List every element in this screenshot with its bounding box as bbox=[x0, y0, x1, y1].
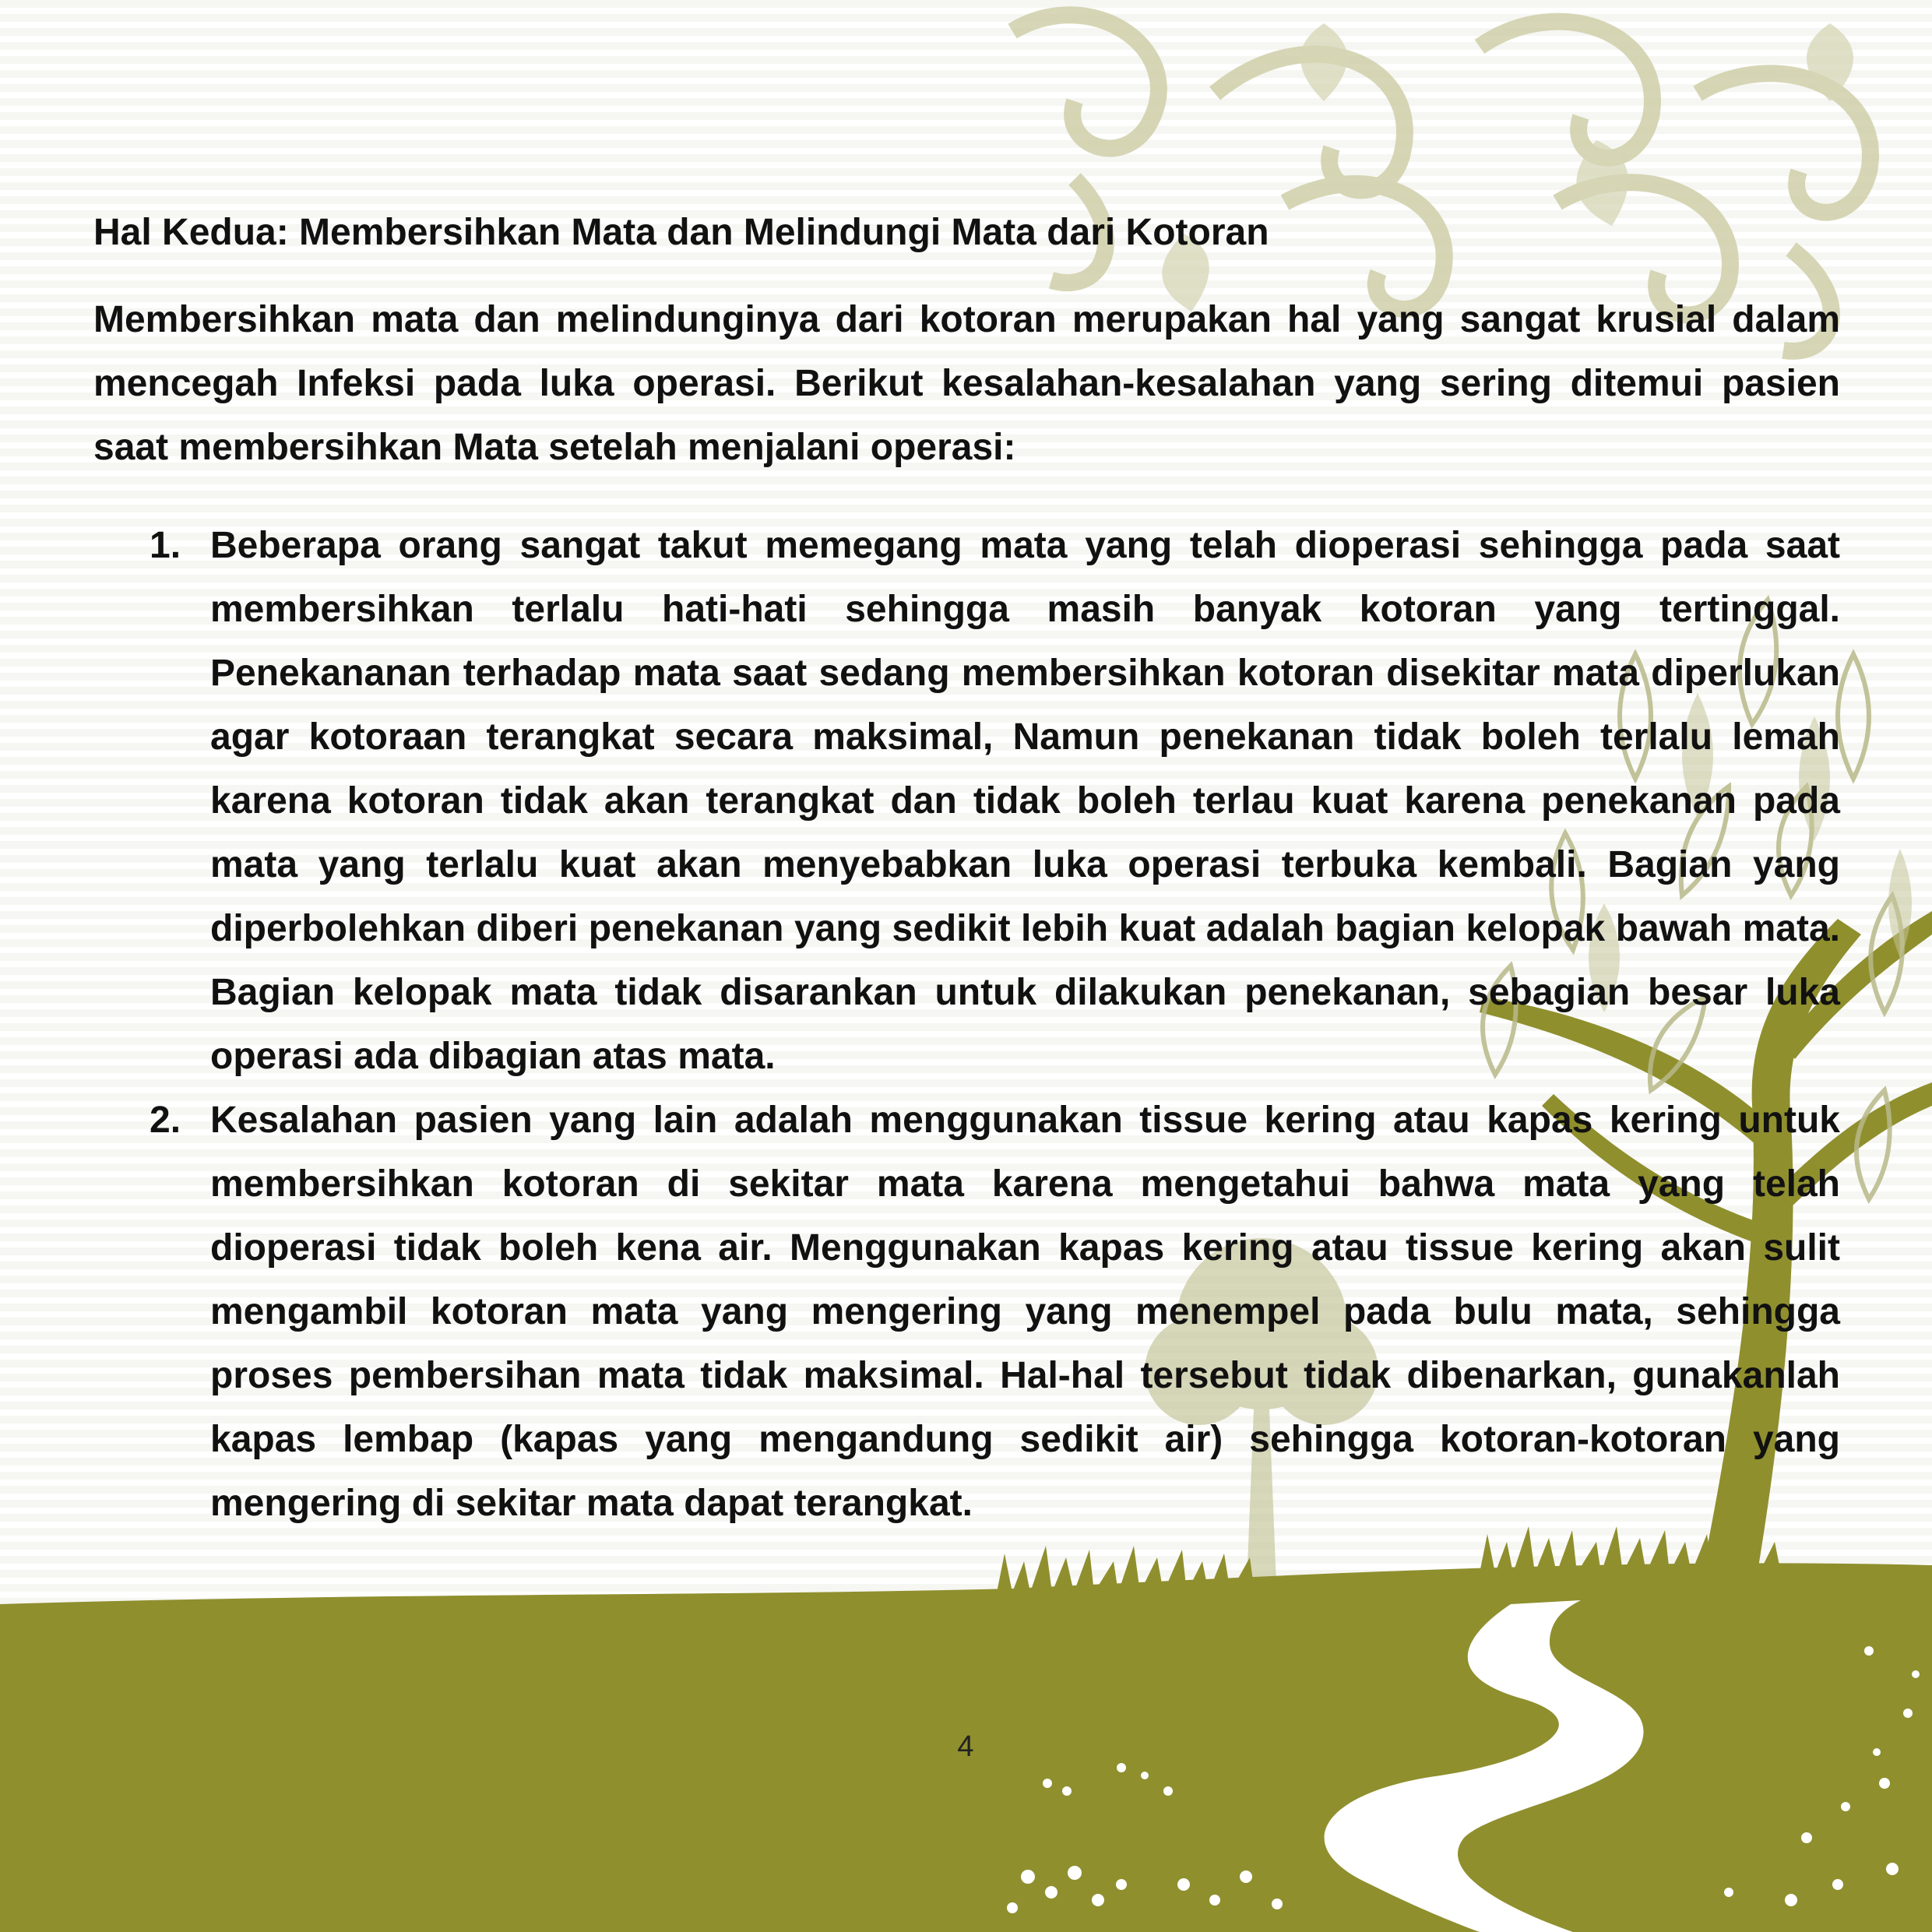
grass bbox=[997, 1546, 1255, 1592]
page-number: 4 bbox=[957, 1730, 974, 1763]
list-item-text: Beberapa orang sangat takut memegang mata yang telah dioperasi sehingga pada saat membersihkan terlalu hati-hati sehingga masih banyak kotoran yang tertinggal. Penekananan terhadap mata saat sedang membersihkan kotoran disekitar mata diperlukan agar kotoraan terangkat secara maksimal, Namun penekanan tidak boleh terlalu lemah karena kotoran tidak akan terangkat dan tidak boleh terlau kuat karena penekanan pada mata yang terlalu kuat akan menyebabkan luka operasi terbuka kembali. Bagian yang diperbolehkan diberi penekanan yang sedikit lebih kuat adalah bagian kelopak bawah mata. Bagian kelopak mata tidak disarankan untuk dilakukan penekanan, sebagian besar luka operasi ada dibagian atas mata. bbox=[210, 525, 1840, 1077]
intro-paragraph: Membersihkan mata dan melindunginya dari kotoran merupakan hal yang sangat krusial dalam mencegah Infeksi pada luka operasi. Berikut kesalahan-kesalahan yang sering ditemui pasien saat membersihkan Mata setelah menjalani operasi: bbox=[93, 299, 1840, 468]
list-item-text: Kesalahan pasien yang lain adalah menggunakan tissue kering atau kapas kering untuk membersihkan kotoran di sekitar mata karena mengetahui bahwa mata yang telah dioperasi tidak boleh kena air. Menggunakan kapas kering atau tissue kering akan sulit mengambil kotoran mata yang mengering yang menempel pada bulu mata, sehingga proses pembersihan mata tidak maksimal. Hal-hal tersebut tidak dibenarkan, gunakanlah kapas lembap (kapas yang mengandung sedikit air) sehingga kotoran-kotoran yang mengering di sekitar mata dapat terangkat. bbox=[210, 1100, 1840, 1524]
document-body bbox=[93, 204, 1840, 1536]
list-item bbox=[93, 514, 1840, 1089]
section-heading: Hal Kedua: Membersihkan Mata dan Melindungi Mata dari Kotoran bbox=[93, 212, 1269, 253]
list-item bbox=[93, 1089, 1840, 1536]
list-item-number: 1. bbox=[150, 525, 181, 566]
mistakes-list bbox=[93, 514, 1840, 1536]
list-item-number: 2. bbox=[150, 1100, 181, 1141]
